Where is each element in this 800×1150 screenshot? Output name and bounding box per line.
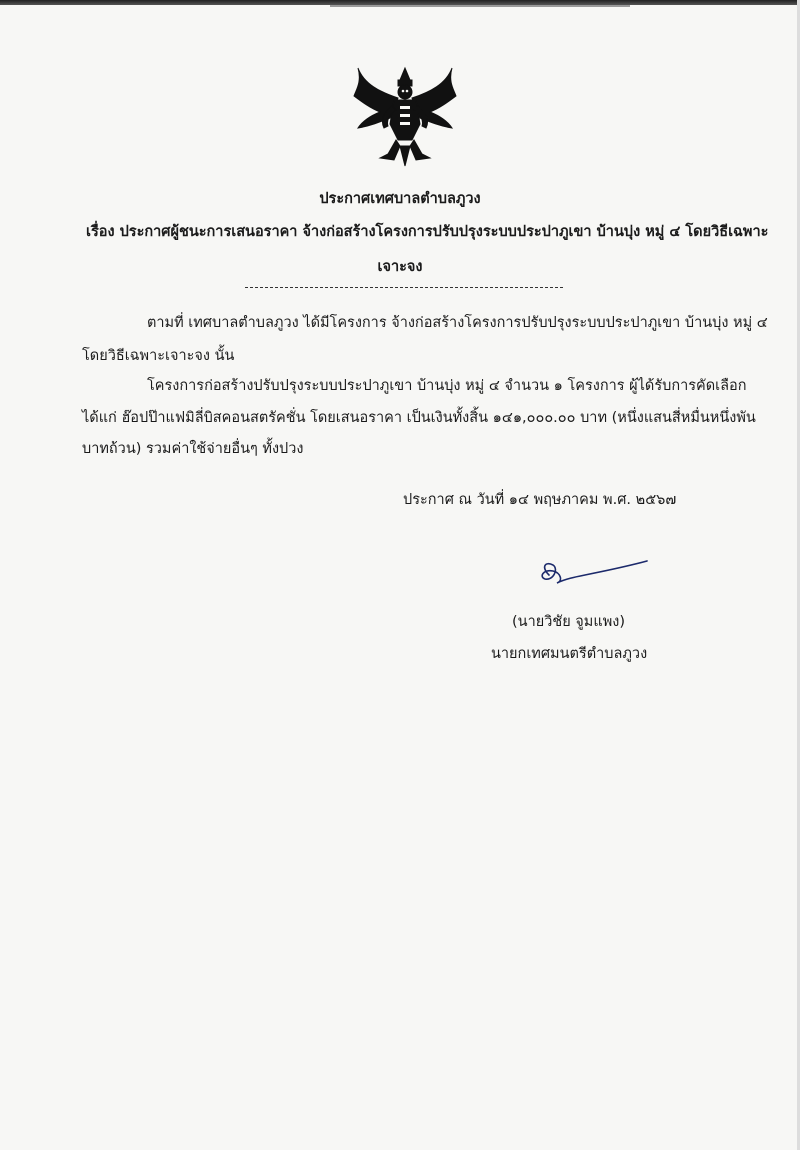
signer-position: นายกเทศมนตรีตำบลภูวง: [491, 646, 648, 662]
org-title: ประกาศเทศบาลตำบลภูวง: [319, 191, 481, 207]
signer-name: (นายวิชัย จูมแพง): [512, 614, 625, 630]
divider-line: [245, 287, 563, 288]
paragraph-2-line-2: ได้แก่ ฮ๊อปป๊าแฟมิลี่บิสคอนสตรัคชั่น โดยเสนอราคา เป็นเงินทั้งสิ้น ๑๔๑,๐๐๐.๐๐ บาท (หนึ่งแสนสี่หมื่นหนึ่งพัน: [82, 410, 756, 426]
paragraph-2-line-3: บาทถ้วน) รวมค่าใช้จ่ายอื่นๆ ทั้งปวง: [82, 441, 304, 457]
paragraph-2-line-1: โครงการก่อสร้างปรับปรุงระบบประปาภูเขา บ้านบุ่ง หมู่ ๔ จำนวน ๑ โครงการ ผู้ได้รับการคัดเลือก: [147, 378, 747, 394]
announcement-date: ประกาศ ณ วันที่ ๑๔ พฤษภาคม พ.ศ. ๒๕๖๗: [403, 492, 677, 508]
paragraph-1-line-2: โดยวิธีเฉพาะเจาะจง นั้น: [82, 348, 235, 364]
paragraph-1-line-1: ตามที่ เทศบาลตำบลภูวง ได้มีโครงการ จ้างก่อสร้างโครงการปรับปรุงระบบประปาภูเขา บ้านบุ่ง หมู่ ๔: [147, 315, 768, 331]
garuda-emblem-icon: [350, 62, 460, 170]
subject-line-1: เรื่อง ประกาศผู้ชนะการเสนอราคา จ้างก่อสร้างโครงการปรับปรุงระบบประปาภูเขา บ้านบุ่ง หมู่ ๔ โดยวิธีเฉพาะ: [86, 224, 769, 240]
handwritten-signature: [535, 555, 655, 591]
scan-top-edge-shadow: [330, 5, 630, 7]
subject-line-2: เจาะจง: [377, 259, 423, 275]
